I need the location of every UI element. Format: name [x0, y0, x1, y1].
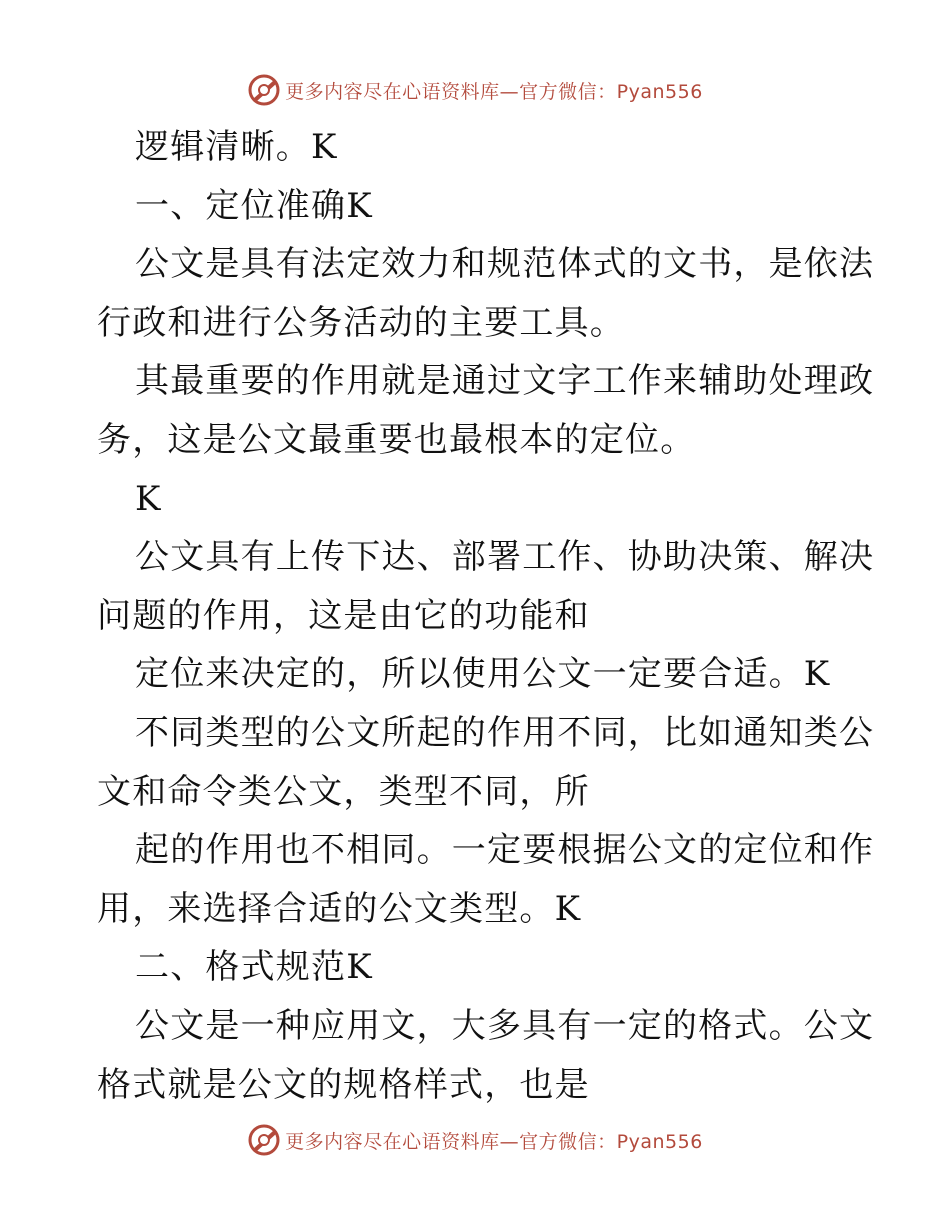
section-heading: 二、格式规范K [135, 947, 373, 988]
text-line: 用，来选择合适的公文类型。K [97, 888, 582, 929]
header-banner-text: 更多内容尽在心语资料库—官方微信：Pyan556 [285, 80, 703, 103]
text-line: 公文是具有法定效力和规范体式的文书，是依法 [135, 244, 875, 285]
text-line: 逻辑清晰。K [135, 127, 338, 167]
footer-banner [0, 1120, 950, 1160]
text-line: 文和命令类公文，类型不同，所 [97, 771, 590, 812]
text-line: 问题的作用，这是由它的功能和 [97, 595, 590, 636]
text-line: 公文具有上传下达、部署工作、协助决策、解决 [135, 537, 875, 578]
text-line: K [135, 478, 162, 519]
section-heading: 一、定位准确K [135, 185, 373, 226]
text-line: 公文是一种应用文，大多具有一定的格式。公文 [135, 1005, 875, 1046]
document-body [97, 118, 875, 1114]
footer-banner-text: 更多内容尽在心语资料库—官方微信：Pyan556 [285, 1130, 703, 1153]
pen-logo-icon [247, 1123, 281, 1157]
text-line: 其最重要的作用就是通过文字工作来辅助处理政 [135, 361, 875, 402]
text-line: 定位来决定的，所以使用公文一定要合适。K [135, 654, 831, 695]
text-line: 不同类型的公文所起的作用不同，比如通知类公 [135, 712, 875, 753]
text-line: 务，这是公文最重要也最根本的定位。 [97, 419, 696, 460]
text-line: 起的作用也不相同。一定要根据公文的定位和作 [135, 830, 875, 871]
text-line: 格式就是公文的规格样式，也是 [97, 1064, 590, 1105]
header-banner [0, 70, 950, 110]
text-line: 行政和进行公务活动的主要工具。 [97, 302, 625, 343]
pen-logo-icon [247, 73, 281, 107]
